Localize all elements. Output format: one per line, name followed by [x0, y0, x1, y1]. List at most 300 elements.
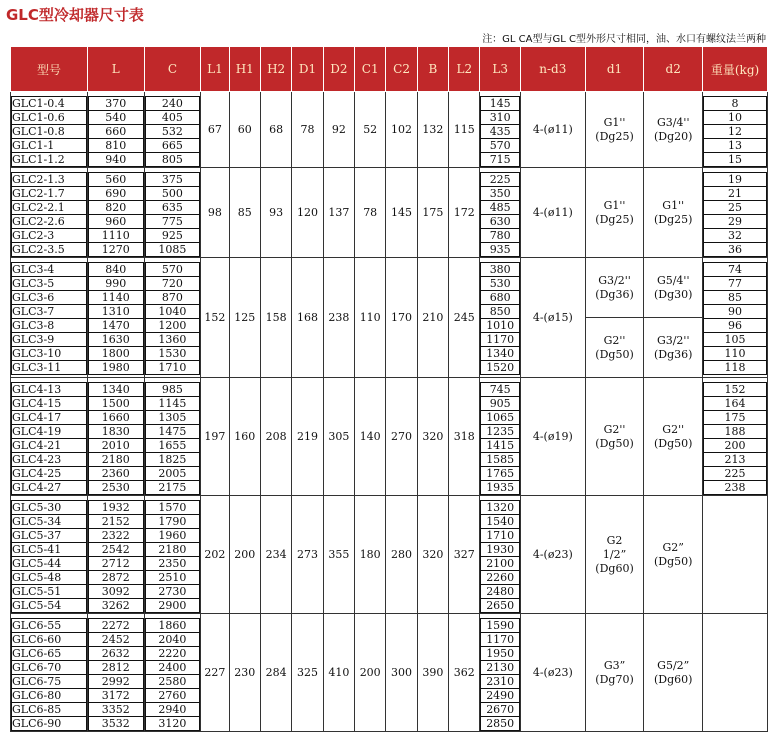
pipe-d1-value — [585, 496, 644, 614]
c-row — [145, 717, 200, 731]
c-value: 2005 — [145, 467, 200, 481]
dim-l1: 197 — [201, 378, 229, 496]
model-row — [12, 661, 87, 675]
l3-list-row — [481, 543, 519, 557]
weight-list-cell: 90 — [704, 305, 767, 319]
l3-list-row — [481, 675, 519, 689]
l3-list-cell — [480, 496, 520, 614]
pipe-d2-value-line: (Dg50) — [653, 554, 693, 568]
c-row — [145, 599, 200, 613]
dim-c1: 180 — [355, 496, 386, 614]
c-row — [145, 187, 200, 201]
length-value: 2632 — [88, 647, 143, 661]
header-l1: L1 — [201, 47, 229, 92]
dim-d1: 273 — [292, 496, 323, 614]
l3-list-row — [481, 633, 519, 647]
model-value: GLC1-0.4 — [12, 97, 87, 111]
model-value: GLC3-8 — [12, 319, 87, 333]
length-list — [88, 618, 144, 731]
c-value: 1530 — [145, 347, 200, 361]
length-row — [88, 529, 143, 543]
length-row — [88, 661, 143, 675]
length-value: 1980 — [88, 361, 143, 375]
l3-list-cell: 1585 — [481, 453, 519, 467]
weight-list-row — [704, 243, 767, 257]
length-row — [88, 585, 143, 599]
pipe-d2-value-line: G1'' — [662, 198, 685, 212]
pipe-d2-split-bottom-value-line: G3/2'' — [656, 333, 690, 347]
l3-list-cell: 350 — [481, 187, 519, 201]
c-row — [145, 153, 200, 167]
l3-list-cell: 225 — [481, 173, 519, 187]
l3-list-row — [481, 215, 519, 229]
weight-list-cell: 10 — [704, 111, 767, 125]
nd3-value: 4-(ø11) — [520, 168, 585, 258]
pipe-d2-split-top-value — [644, 258, 702, 318]
model-value: GLC2-3.5 — [12, 243, 87, 257]
length-row — [88, 411, 143, 425]
c-list — [145, 382, 201, 495]
dim-h1: 230 — [229, 614, 260, 732]
model-row — [12, 411, 87, 425]
model-row — [12, 305, 87, 319]
weight-list-cell — [703, 258, 768, 378]
length-value: 960 — [88, 215, 143, 229]
pipe-d2-split-bottom — [644, 318, 702, 378]
l3-list-row — [481, 187, 519, 201]
l3-list-cell: 1935 — [481, 481, 519, 495]
model-value: GLC5-37 — [12, 529, 87, 543]
model-value: GLC4-23 — [12, 453, 87, 467]
model-list — [11, 382, 87, 495]
c-row — [145, 467, 200, 481]
model-row — [12, 515, 87, 529]
pipe-d1-value-line: G2 — [606, 533, 623, 547]
weight-list-row — [704, 411, 767, 425]
c-row — [145, 411, 200, 425]
length-row — [88, 481, 143, 495]
weight-list-row — [704, 347, 767, 361]
pipe-d1-value-line: 1/2” — [602, 547, 627, 561]
length-value: 940 — [88, 153, 143, 167]
model-row — [12, 571, 87, 585]
length-list — [88, 382, 144, 495]
length-list-cell — [87, 378, 144, 496]
weight-list-cell: 164 — [704, 397, 767, 411]
weight-list-cell: 29 — [704, 215, 767, 229]
l3-list-cell — [480, 378, 520, 496]
weight-list-cell — [703, 496, 768, 614]
pipe-d1-value-line: (Dg50) — [595, 436, 634, 450]
length-list-cell — [87, 168, 144, 258]
c-row — [145, 263, 200, 277]
pipe-d1-value — [585, 614, 644, 732]
c-row — [145, 661, 200, 675]
model-row — [12, 675, 87, 689]
weight-list-row — [704, 139, 767, 153]
length-row — [88, 515, 143, 529]
weight-list-row — [704, 305, 767, 319]
length-value: 2530 — [88, 481, 143, 495]
model-row — [12, 333, 87, 347]
c-row — [145, 439, 200, 453]
length-value: 2180 — [88, 453, 143, 467]
weight-list-cell — [703, 168, 768, 258]
c-row — [145, 689, 200, 703]
c-value: 985 — [145, 383, 200, 397]
model-row — [12, 139, 87, 153]
nd3-value: 4-(ø23) — [520, 614, 585, 732]
l3-list-cell: 1765 — [481, 467, 519, 481]
c-value: 2220 — [145, 647, 200, 661]
pipe-d2-split-bottom-value — [644, 318, 702, 378]
l3-list-cell: 485 — [481, 201, 519, 215]
c-list — [145, 618, 201, 731]
pipe-d2-value — [644, 378, 703, 496]
length-row — [88, 347, 143, 361]
weight-list-cell: 85 — [704, 291, 767, 305]
length-row — [88, 201, 143, 215]
l3-list-row — [481, 291, 519, 305]
model-list — [11, 262, 87, 375]
model-value: GLC4-19 — [12, 425, 87, 439]
c-row — [145, 97, 200, 111]
pipe-d1-split-bottom-value-line: (Dg50) — [595, 347, 634, 361]
l3-list-row — [481, 173, 519, 187]
l3-list-cell: 310 — [481, 111, 519, 125]
model-row — [12, 111, 87, 125]
length-row — [88, 319, 143, 333]
model-value: GLC5-51 — [12, 585, 87, 599]
length-value: 3092 — [88, 585, 143, 599]
model-value: GLC6-65 — [12, 647, 87, 661]
pipe-d1-split — [586, 258, 644, 377]
dim-h2: 284 — [260, 614, 291, 732]
dim-d1: 219 — [292, 378, 323, 496]
weight-list-row — [704, 97, 767, 111]
header-c1: C1 — [355, 47, 386, 92]
model-list-cell — [11, 378, 88, 496]
length-row — [88, 453, 143, 467]
l3-list-row — [481, 263, 519, 277]
length-value: 2712 — [88, 557, 143, 571]
weight-list-cell — [703, 378, 768, 496]
length-value: 3352 — [88, 703, 143, 717]
length-row — [88, 689, 143, 703]
l3-list-cell: 1540 — [481, 515, 519, 529]
pipe-d2-value — [644, 168, 703, 258]
model-value: GLC6-70 — [12, 661, 87, 675]
model-value: GLC3-11 — [12, 361, 87, 375]
length-value: 810 — [88, 139, 143, 153]
c-row — [145, 515, 200, 529]
weight-list-cell — [703, 614, 768, 732]
c-row — [145, 571, 200, 585]
model-row — [12, 467, 87, 481]
length-row — [88, 305, 143, 319]
model-row — [12, 599, 87, 613]
model-value: GLC1-1 — [12, 139, 87, 153]
c-row — [145, 125, 200, 139]
weight-list-row — [704, 291, 767, 305]
c-list — [145, 96, 201, 167]
weight-list-cell: 8 — [704, 97, 767, 111]
l3-list-cell: 2650 — [481, 599, 519, 613]
l3-list-cell: 1950 — [481, 647, 519, 661]
length-value: 990 — [88, 277, 143, 291]
model-value: GLC1-0.6 — [12, 111, 87, 125]
dim-b: 320 — [417, 378, 448, 496]
model-value: GLC3-5 — [12, 277, 87, 291]
length-row — [88, 153, 143, 167]
dim-h1: 125 — [229, 258, 260, 378]
c-value: 2940 — [145, 703, 200, 717]
dim-h1: 200 — [229, 496, 260, 614]
l3-list-row — [481, 689, 519, 703]
pipe-d2-value-line: (Dg20) — [653, 129, 693, 143]
header-row — [11, 47, 768, 92]
length-row — [88, 333, 143, 347]
length-row — [88, 111, 143, 125]
pipe-d1-split-top — [586, 258, 644, 318]
model-row — [12, 425, 87, 439]
length-value: 2452 — [88, 633, 143, 647]
model-value: GLC4-17 — [12, 411, 87, 425]
l3-list-row — [481, 305, 519, 319]
c-row — [145, 529, 200, 543]
length-value: 2542 — [88, 543, 143, 557]
dim-c2: 170 — [386, 258, 417, 378]
l3-list-row — [481, 383, 519, 397]
model-value: GLC5-48 — [12, 571, 87, 585]
length-value: 660 — [88, 125, 143, 139]
dim-l2: 172 — [449, 168, 480, 258]
c-value: 635 — [145, 201, 200, 215]
length-value: 2872 — [88, 571, 143, 585]
dim-h2: 93 — [260, 168, 291, 258]
pipe-d1-split-top-value-line: (Dg36) — [595, 287, 634, 301]
pipe-d2-split — [644, 258, 702, 377]
l3-list-cell: 2260 — [481, 571, 519, 585]
length-value: 2992 — [88, 675, 143, 689]
header-h2: H2 — [260, 47, 291, 92]
dim-c2: 145 — [386, 168, 417, 258]
l3-list-row — [481, 111, 519, 125]
weight-list-cell: 238 — [704, 481, 767, 495]
weight-list-cell: 213 — [704, 453, 767, 467]
length-value: 2322 — [88, 529, 143, 543]
c-row — [145, 397, 200, 411]
series-group-row — [11, 168, 768, 258]
dim-d1: 120 — [292, 168, 323, 258]
c-row — [145, 333, 200, 347]
l3-list-cell: 1520 — [481, 361, 519, 375]
c-value: 1790 — [145, 515, 200, 529]
model-row — [12, 125, 87, 139]
model-row — [12, 481, 87, 495]
pipe-d2-split-top-value-line: (Dg30) — [653, 287, 693, 301]
l3-list-cell: 530 — [481, 277, 519, 291]
pipe-d1-value-line: (Dg60) — [595, 561, 634, 575]
l3-list-cell: 715 — [481, 153, 519, 167]
length-value: 1932 — [88, 501, 143, 515]
c-row — [145, 501, 200, 515]
weight-list-row — [704, 383, 767, 397]
c-value: 1655 — [145, 439, 200, 453]
pipe-d2-split-top-value-line: G5/4'' — [656, 273, 690, 287]
length-value: 1660 — [88, 411, 143, 425]
c-value: 2400 — [145, 661, 200, 675]
c-row — [145, 619, 200, 633]
series-group-row — [11, 378, 768, 496]
weight-list-row — [704, 481, 767, 495]
weight-list-cell: 96 — [704, 319, 767, 333]
length-row — [88, 647, 143, 661]
model-row — [12, 439, 87, 453]
model-list — [11, 618, 87, 731]
c-row — [145, 347, 200, 361]
length-value: 820 — [88, 201, 143, 215]
model-row — [12, 557, 87, 571]
model-row — [12, 633, 87, 647]
length-value: 1140 — [88, 291, 143, 305]
model-list-cell — [11, 92, 88, 168]
model-value: GLC5-54 — [12, 599, 87, 613]
length-row — [88, 425, 143, 439]
nd3-value: 4-(ø11) — [520, 92, 585, 168]
model-row — [12, 689, 87, 703]
pipe-d1-value-line: G1'' — [603, 198, 626, 212]
model-row — [12, 383, 87, 397]
l3-list — [480, 500, 519, 613]
model-row — [12, 501, 87, 515]
model-row — [12, 543, 87, 557]
series-group-row — [11, 258, 768, 378]
weight-list-row — [704, 333, 767, 347]
weight-list — [703, 382, 767, 495]
weight-list — [703, 262, 767, 375]
l3-list-cell: 2670 — [481, 703, 519, 717]
weight-list-row — [704, 397, 767, 411]
length-row — [88, 633, 143, 647]
c-row — [145, 543, 200, 557]
c-list-cell — [144, 496, 201, 614]
dim-l1: 152 — [201, 258, 229, 378]
c-row — [145, 201, 200, 215]
c-row — [145, 383, 200, 397]
model-row — [12, 243, 87, 257]
weight-list-row — [704, 361, 767, 375]
model-value: GLC6-90 — [12, 717, 87, 731]
dim-d2: 92 — [323, 92, 354, 168]
weight-list-cell: 110 — [704, 347, 767, 361]
pipe-d1-cell — [585, 258, 644, 378]
header-d2: D2 — [323, 47, 354, 92]
dim-c2: 300 — [386, 614, 417, 732]
dim-h1: 160 — [229, 378, 260, 496]
dim-c1: 110 — [355, 258, 386, 378]
l3-list-cell: 1065 — [481, 411, 519, 425]
l3-list-row — [481, 467, 519, 481]
pipe-d1-value — [585, 378, 644, 496]
length-list-cell — [87, 614, 144, 732]
c-row — [145, 229, 200, 243]
length-row — [88, 571, 143, 585]
model-list-cell — [11, 168, 88, 258]
c-list-cell — [144, 378, 201, 496]
c-row — [145, 139, 200, 153]
l3-list-cell — [480, 614, 520, 732]
model-value: GLC5-41 — [12, 543, 87, 557]
pipe-d2-value-line: G2” — [662, 540, 684, 554]
length-row — [88, 557, 143, 571]
header-l3: L3 — [480, 47, 520, 92]
length-row — [88, 361, 143, 375]
c-list-cell — [144, 614, 201, 732]
l3-list-cell: 850 — [481, 305, 519, 319]
c-row — [145, 111, 200, 125]
l3-list-row — [481, 703, 519, 717]
nd3-value: 4-(ø15) — [520, 258, 585, 378]
pipe-d1-value-line: (Dg25) — [595, 212, 634, 226]
c-value: 240 — [145, 97, 200, 111]
pipe-d2-value-line: G3/4'' — [656, 115, 690, 129]
length-value: 1270 — [88, 243, 143, 257]
l3-list-row — [481, 529, 519, 543]
weight-list-cell: 105 — [704, 333, 767, 347]
l3-list-cell: 2310 — [481, 675, 519, 689]
dim-d1: 78 — [292, 92, 323, 168]
length-row — [88, 97, 143, 111]
l3-list-cell: 1415 — [481, 439, 519, 453]
model-value: GLC2-3 — [12, 229, 87, 243]
length-row — [88, 501, 143, 515]
l3-list-row — [481, 453, 519, 467]
dim-b: 175 — [417, 168, 448, 258]
header-b: B — [417, 47, 448, 92]
length-list — [88, 96, 144, 167]
c-value: 870 — [145, 291, 200, 305]
weight-list-cell: 19 — [704, 173, 767, 187]
length-value: 3172 — [88, 689, 143, 703]
c-list-cell — [144, 92, 201, 168]
c-value: 570 — [145, 263, 200, 277]
c-row — [145, 319, 200, 333]
l3-list — [480, 96, 519, 167]
weight-list-cell: 200 — [704, 439, 767, 453]
l3-list-row — [481, 439, 519, 453]
length-row — [88, 125, 143, 139]
c-value: 2350 — [145, 557, 200, 571]
model-value: GLC1-0.8 — [12, 125, 87, 139]
length-value: 2360 — [88, 467, 143, 481]
weight-list-cell: 25 — [704, 201, 767, 215]
model-list-cell — [11, 496, 88, 614]
weight-list-row — [704, 215, 767, 229]
length-row — [88, 599, 143, 613]
weight-list-row — [704, 229, 767, 243]
model-list-cell — [11, 614, 88, 732]
model-row — [12, 647, 87, 661]
length-value: 2010 — [88, 439, 143, 453]
dim-l1: 227 — [201, 614, 229, 732]
weight-list-cell: 13 — [704, 139, 767, 153]
model-row — [12, 215, 87, 229]
pipe-d2-value-line: G2'' — [662, 422, 685, 436]
model-value: GLC4-25 — [12, 467, 87, 481]
pipe-d1-value — [585, 92, 644, 168]
nd3-value: 4-(ø23) — [520, 496, 585, 614]
